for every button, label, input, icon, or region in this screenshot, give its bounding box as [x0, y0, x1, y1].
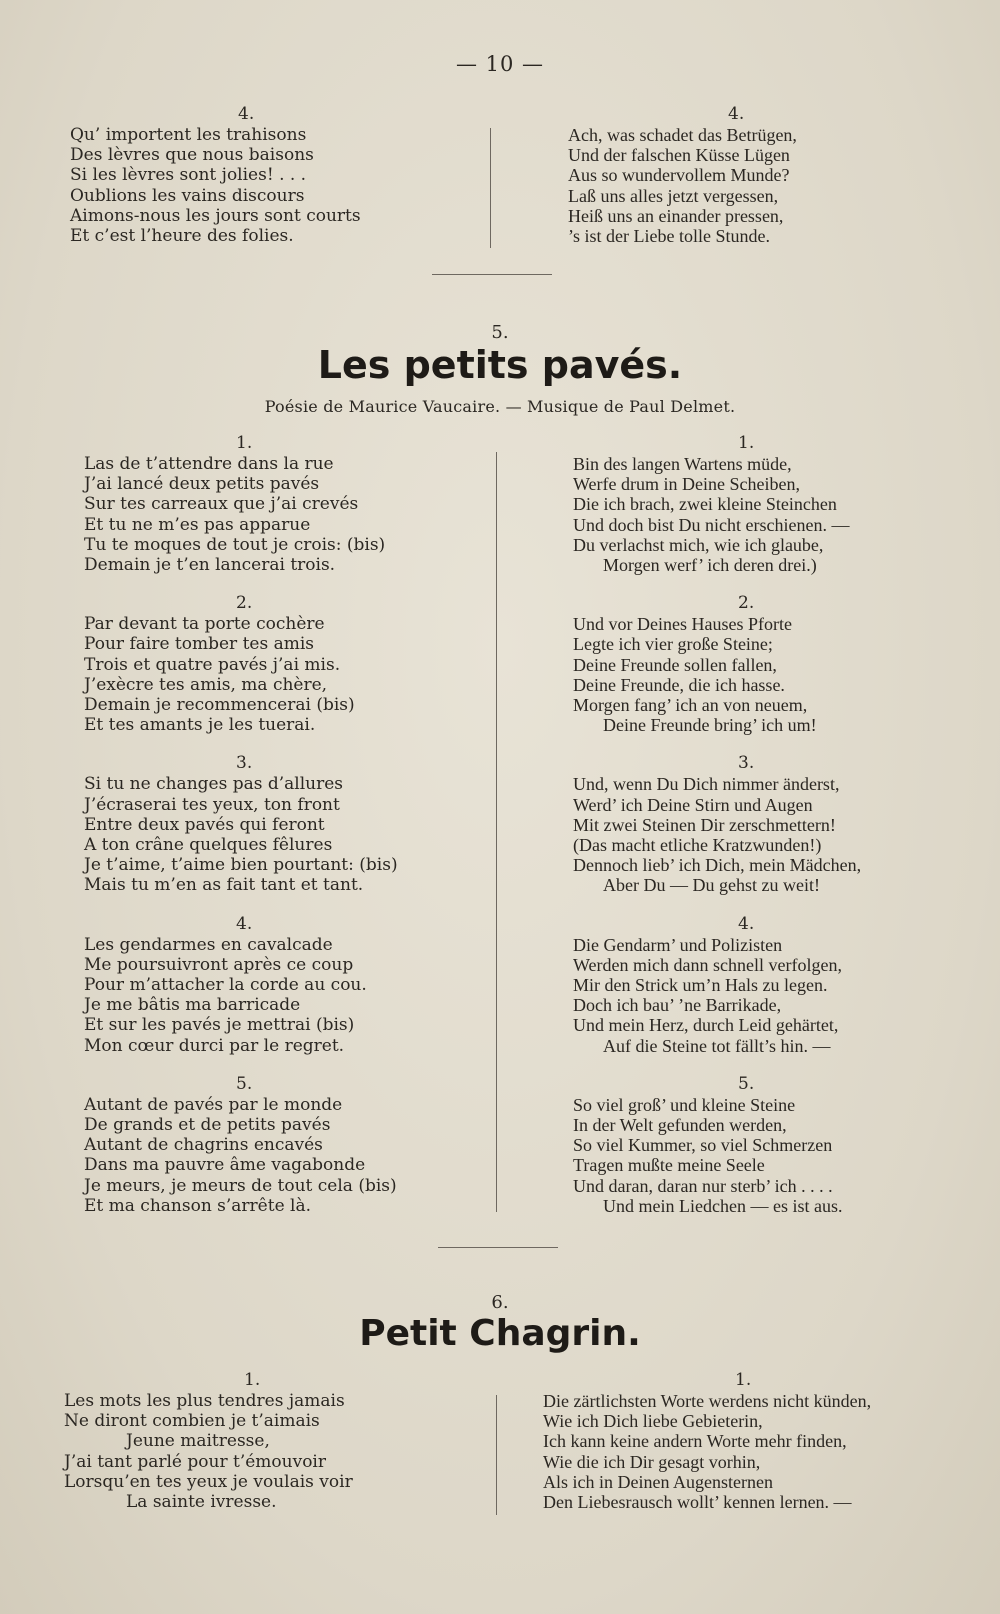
verse-line: Autant de chagrins encavés	[84, 1135, 323, 1156]
verse-line: ’s ist der Liebe tolle Stunde.	[568, 226, 770, 247]
stanza	[84, 593, 484, 735]
verse-line: Bin des langen Wartens müde,	[573, 454, 792, 474]
verse-line: De grands et de petits pavés	[84, 1115, 331, 1136]
verse-line: Trois et quatre pavés j’ai mis.	[84, 654, 341, 675]
verse-line: J’écraserai tes yeux, ton front	[84, 794, 340, 815]
verse-line: Laß uns alles jetzt vergessen,	[568, 185, 779, 206]
stanza-number: 1.	[735, 1370, 752, 1390]
stanza-number: 3.	[236, 753, 253, 774]
german-lyrics	[573, 433, 933, 1234]
stanza	[84, 753, 484, 895]
verse-line: Und daran, daran nur sterb’ ich . . . .	[573, 1175, 833, 1196]
verse-line: Und mein Liedchen — es ist aus.	[603, 1195, 843, 1216]
verse-line: Morgen werf’ ich deren drei.)	[603, 555, 817, 576]
stanza-number: 4.	[238, 104, 255, 124]
verse-line: Oublions les vains discours	[70, 185, 305, 206]
section-number: 6.	[491, 1292, 509, 1313]
verse-line: Tu te moques de tout je crois: (bis)	[84, 534, 386, 555]
verse-line: Heiß uns an einander pressen,	[568, 205, 784, 226]
stanza	[573, 1074, 933, 1216]
top-french-stanza	[70, 104, 450, 246]
stanza-number: 1.	[738, 433, 755, 453]
page-number: — 10 —	[455, 52, 545, 76]
verse-line: Qu’ importent les trahisons	[70, 125, 307, 145]
verse-line: Mit zwei Steinen Dir zerschmettern!	[573, 814, 836, 835]
verse-line: Aus so wundervollem Munde?	[568, 165, 790, 186]
verse-line: Tragen mußte meine Seele	[573, 1155, 765, 1176]
verse-line: Und doch bist Du nicht erschienen. —	[573, 514, 850, 535]
verse-line: J’ai tant parlé pour t’émouvoir	[64, 1451, 326, 1472]
verse-line: Sur tes carreaux que j’ai crevés	[84, 494, 359, 515]
verse-line: Den Liebesrausch wollt’ kennen lernen. —	[543, 1492, 852, 1513]
verse-line: Et tes amants je les tuerai.	[84, 715, 316, 736]
section-separator	[432, 274, 552, 275]
verse-line: Pour faire tomber tes amis	[84, 634, 315, 655]
verse-line: Die zärtlichsten Worte werdens nicht künden,	[543, 1391, 872, 1411]
verse-line: Ne diront combien je t’aimais	[64, 1411, 320, 1432]
stanza	[573, 593, 933, 735]
stanza-number: 5.	[738, 1073, 755, 1094]
verse-line: Die ich brach, zwei kleine Steinchen	[573, 494, 837, 515]
verse-line: Auf die Steine tot fällt’s hin. —	[603, 1035, 831, 1056]
verse-line: Si tu ne changes pas d’allures	[84, 774, 344, 795]
verse-line: Deine Freunde, die ich hasse.	[573, 674, 785, 695]
verse-line: Als ich in Deinen Augensternen	[543, 1471, 773, 1492]
verse-line: Legte ich vier große Steine;	[573, 634, 773, 655]
section-separator	[438, 1247, 558, 1248]
verse-line: Et ma chanson s’arrête là.	[84, 1195, 312, 1216]
verse-line: So viel Kummer, so viel Schmerzen	[573, 1135, 833, 1156]
column-divider	[496, 452, 497, 1212]
verse-line: Und mein Herz, durch Leid gehärtet,	[573, 1015, 839, 1036]
stanza-number: 4.	[738, 913, 755, 934]
stanza	[573, 753, 933, 895]
top-german-stanza	[568, 104, 898, 246]
verse-line: (Das macht etliche Kratzwunden!)	[573, 835, 822, 856]
stanza-number: 1.	[236, 433, 253, 453]
verse-line: Et c’est l’heure des folies.	[70, 226, 294, 247]
verse-line: Demain je recommencerai (bis)	[84, 695, 355, 716]
verse-line: Dennoch lieb’ ich Dich, mein Mädchen,	[573, 855, 862, 876]
verse-line: Pour m’attacher la corde au cou.	[84, 975, 367, 996]
verse-line: Aber Du — Du gehst zu weit!	[603, 875, 820, 896]
verse-line: Lorsqu’en tes yeux je voulais voir	[64, 1471, 353, 1492]
column-divider	[490, 128, 491, 248]
verse-line: So viel groß’ und kleine Steine	[573, 1094, 796, 1115]
stanza-number: 5.	[236, 1073, 253, 1094]
stanza	[84, 914, 484, 1056]
verse-line: Jeune maitresse,	[126, 1431, 270, 1452]
verse-line: Deine Freunde sollen fallen,	[573, 654, 777, 675]
stanza-number: 2.	[738, 593, 755, 614]
verse-line: Et sur les pavés je mettrai (bis)	[84, 1015, 355, 1036]
stanza	[573, 914, 933, 1056]
verse-line: Mon cœur durci par le regret.	[84, 1035, 345, 1056]
column-divider	[496, 1395, 497, 1515]
verse-line: Du verlachst mich, wie ich glaube,	[573, 534, 824, 555]
verse-line: Mais tu m’en as fait tant et tant.	[84, 875, 364, 896]
verse-line: Les mots les plus tendres jamais	[64, 1391, 345, 1411]
verse-line: Werfe drum in Deine Scheiben,	[573, 474, 800, 495]
verse-line: Et tu ne m’es pas apparue	[84, 514, 311, 535]
verse-line: Dans ma pauvre âme vagabonde	[84, 1155, 366, 1176]
verse-line: Je meurs, je meurs de tout cela (bis)	[84, 1175, 397, 1196]
verse-line: Ach, was schadet das Betrügen,	[568, 125, 797, 145]
verse-line: Entre deux pavés qui feront	[84, 814, 325, 835]
verse-line: Und vor Deines Hauses Pforte	[573, 614, 792, 635]
song-title: Petit Chagrin.	[359, 1313, 641, 1354]
verse-line: Morgen fang’ ich an von neuem,	[573, 695, 808, 716]
verse-line: Demain je t’en lancerai trois.	[84, 555, 336, 576]
verse-line: Wie ich Dich liebe Gebieterin,	[543, 1411, 763, 1432]
verse-line: J’exècre tes amis, ma chère,	[84, 674, 328, 695]
stanza	[84, 433, 484, 575]
song-credits: Poésie de Maurice Vaucaire. — Musique de Paul Delmet.	[264, 397, 736, 416]
verse-line: Des lèvres que nous baisons	[70, 145, 314, 166]
section-number: 5.	[491, 322, 509, 343]
song-title: Les petits pavés.	[317, 343, 683, 387]
verse-line: Mir den Strick um’n Hals zu legen.	[573, 975, 828, 996]
verse-line: Je t’aime, t’aime bien pourtant: (bis)	[84, 855, 398, 876]
verse-line: Je me bâtis ma barricade	[84, 995, 301, 1016]
verse-line: Deine Freunde bring’ ich um!	[603, 715, 817, 736]
verse-line: Si les lèvres sont jolies! . . .	[70, 165, 307, 186]
french-lyrics	[84, 433, 484, 1234]
stanza-number: 2.	[236, 593, 253, 614]
verse-line: Par devant ta porte cochère	[84, 614, 325, 635]
french-lyrics	[64, 1370, 484, 1512]
verse-line: In der Welt gefunden werden,	[573, 1115, 787, 1136]
verse-line: Me poursuivront après ce coup	[84, 954, 354, 975]
stanza	[84, 1074, 484, 1216]
verse-line: Doch ich bau’ ’ne Barrikade,	[573, 995, 782, 1016]
verse-line: Werd’ ich Deine Stirn und Augen	[573, 794, 813, 815]
verse-line: Autant de pavés par le monde	[84, 1094, 343, 1115]
stanza-number: 4.	[236, 913, 253, 934]
german-lyrics	[543, 1370, 983, 1512]
verse-line: Wie die ich Dir gesagt vorhin,	[543, 1451, 761, 1472]
verse-line: La sainte ivresse.	[126, 1492, 277, 1513]
verse-line: J’ai lancé deux petits pavés	[84, 474, 320, 495]
verse-line: Les gendarmes en cavalcade	[84, 934, 333, 955]
verse-line: A ton crâne quelques fêlures	[84, 835, 333, 856]
stanza-number: 1.	[244, 1370, 261, 1390]
verse-line: Aimons-nous les jours sont courts	[70, 205, 361, 226]
verse-line: Und, wenn Du Dich nimmer änderst,	[573, 774, 840, 795]
verse-line: Ich kann keine andern Worte mehr finden,	[543, 1431, 847, 1452]
verse-line: Las de t’attendre dans la rue	[84, 454, 334, 474]
verse-line: Die Gendarm’ und Polizisten	[573, 934, 783, 955]
verse-line: Werden mich dann schnell verfolgen,	[573, 954, 842, 975]
stanza-number: 4.	[728, 104, 745, 124]
verse-line: Und der falschen Küsse Lügen	[568, 145, 790, 166]
stanza	[573, 433, 933, 575]
stanza-number: 3.	[738, 753, 755, 774]
